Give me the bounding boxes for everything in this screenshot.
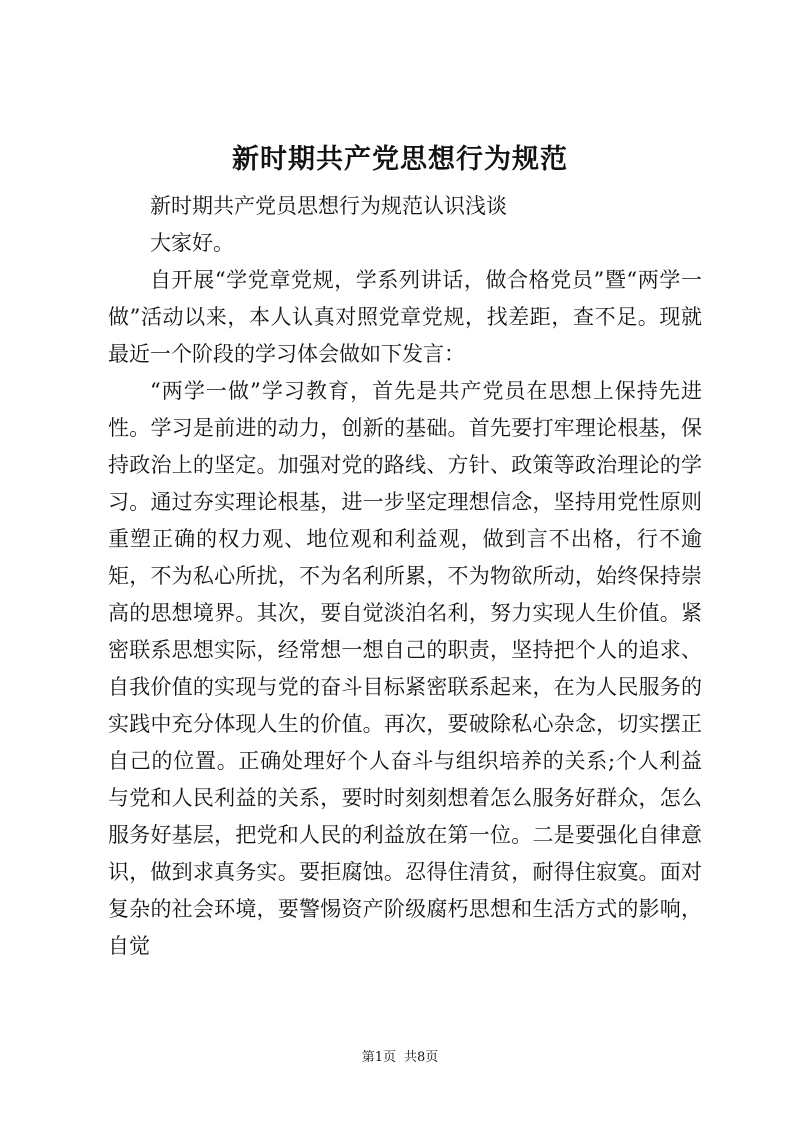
page-total: 共8页	[404, 1050, 439, 1065]
page-footer	[0, 1048, 800, 1068]
intro-paragraph: 自开展“学党章党规，学系列讲话，做合格党员”暨“两学一做”活动以来，本人认真对照党章党规，找差距，查不足。现就最近一个阶段的学习体会做如下发言：	[108, 268, 702, 366]
greeting-paragraph: 大家好。	[150, 231, 234, 255]
subtitle-paragraph: 新时期共产党员思想行为规范认识浅谈	[150, 194, 507, 218]
page-number: 第1页	[361, 1050, 396, 1065]
main-paragraph: “两学一做”学习教育，首先是共产党员在思想上保持先进性。学习是前进的动力，创新的基础。首先要打牢理论根基，保持政治上的坚定。加强对党的路线、方针、政策等政治理论的学习。通过夯实理论根基，进一步坚定理想信念，坚持用党性原则重塑正确的权力观、地位观和利益观，做到言不出格，行不逾矩，不为私心所扰，不为名利所累，不为物欲所动，始终保持崇高的思想境界。其次，要自觉淡泊名利，努力实现人生价值。紧密联系思想实际，经常想一想自己的职责，坚持把个人的追求、自我价值的实现与党的奋斗目标紧密联系起来，在为人民服务的实践中充分体现人生的价值。再次，要破除私心杂念，切实摆正自己的位置。正确处理好个人奋斗与组织培养的关系;个人利益与党和人民利益的关系，要时时刻刻想着怎么服务好群众，怎么服务好基层，把党和人民的利益放在第一位。二是要强化自律意识，做到求真务实。要拒腐蚀。忍得住清贫，耐得住寂寞。面对复杂的社会环境，要警惕资产阶级腐朽思想和生活方式的影响，自觉	[108, 379, 702, 958]
document-title: 新时期共产党思想行为规范	[232, 144, 568, 175]
document-body	[108, 188, 702, 965]
